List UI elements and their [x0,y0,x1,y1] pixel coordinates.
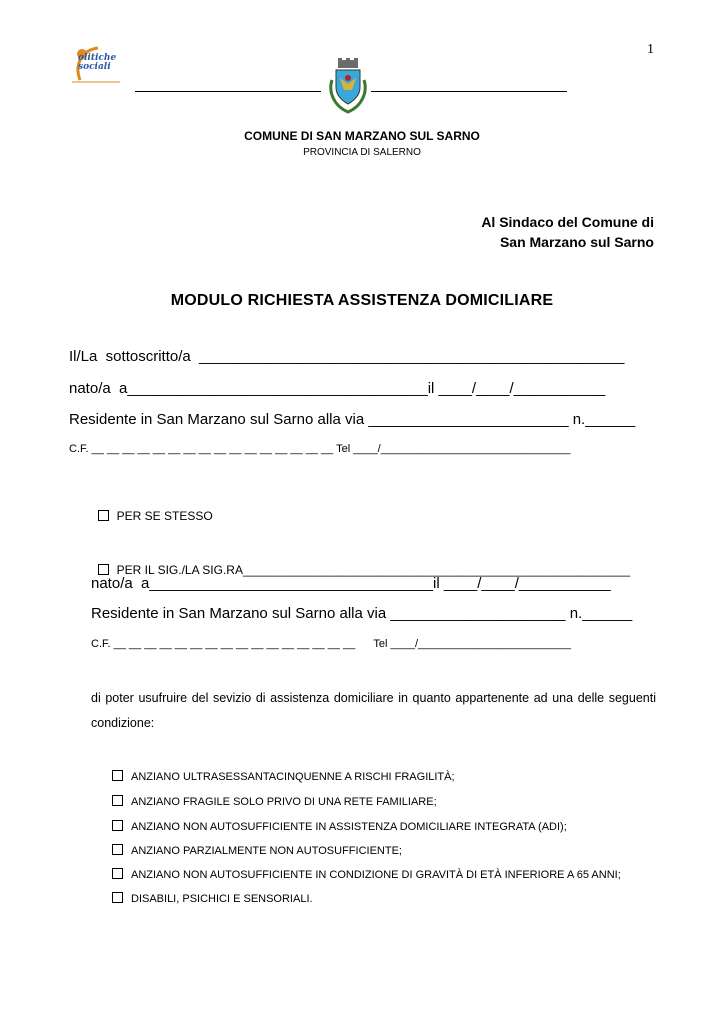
condition-item[interactable]: DISABILI, PSICHICI E SENSORIALI. [112,892,313,905]
provincia-name: PROVINCIA DI SALERNO [303,147,421,158]
checkbox-other[interactable] [98,564,109,575]
condition-item[interactable]: ANZIANO PARZIALMENTE NON AUTOSUFFICIENTE; [112,844,402,857]
beneficiary-address-field[interactable]: Residente in San Marzano sul Sarno alla via _____________________ n.______ [91,605,633,622]
checkbox-icon[interactable] [112,868,123,879]
beneficiary-cf-tel-field[interactable]: C.F. __ __ __ __ __ __ __ __ __ __ __ __ __ __ __ __ Tel ____/_________________________ [91,638,571,650]
applicant-name-field[interactable]: Il/La sottoscritto/a ___________________________________________________ [69,348,625,365]
municipal-crest-icon [326,56,370,116]
header-rule-left [135,91,321,92]
checkbox-icon[interactable] [112,892,123,903]
option-self-label: PER SE STESSO [116,509,213,523]
condition-item[interactable]: ANZIANO ULTRASESSANTACINQUENNE A RISCHI FRAGILITÀ; [112,770,455,783]
addressee-line-2: San Marzano sul Sarno [499,234,654,250]
checkbox-icon[interactable] [112,770,123,781]
applicant-birth-field[interactable]: nato/a a____________________________________il ____/____/___________ [69,380,606,397]
beneficiary-birth-field[interactable]: nato/a a__________________________________il ____/____/___________ [91,575,611,592]
condition-item[interactable]: ANZIANO NON AUTOSUFFICIENTE IN ASSISTENZA DOMICILIARE INTEGRATA (ADI); [112,820,567,833]
addressee [481,212,654,252]
option-self[interactable] [91,495,213,523]
request-paragraph: di poter usufruire del sevizio di assistenza domiciliare in quanto appartenente ad una delle seguenti condizione: [91,691,656,730]
page-number: 1 [647,42,654,57]
condition-item[interactable]: ANZIANO NON AUTOSUFFICIENTE IN CONDIZIONE DI GRAVITÀ DI ETÀ INFERIORE A 65 ANNI; [112,868,621,881]
option-other-label: PER IL SIG./LA SIG.RA__________________________________________________________ [116,563,631,577]
applicant-cf-tel-field[interactable]: C.F. __ __ __ __ __ __ __ __ __ __ __ __ __ __ __ __ Tel ____/_______________________________ [69,443,571,455]
option-other[interactable] [91,549,630,577]
checkbox-icon[interactable] [112,795,123,806]
applicant-address-field[interactable]: Residente in San Marzano sul Sarno alla via ________________________ n.______ [69,411,636,428]
checkbox-icon[interactable] [112,820,123,831]
comune-name: COMUNE DI SAN MARZANO SUL SARNO [244,129,480,143]
checkbox-icon[interactable] [112,844,123,855]
logo-text: olitiche sociali [78,53,117,72]
form-title: MODULO RICHIESTA ASSISTENZA DOMICILIARE [170,292,554,309]
checkbox-self[interactable] [98,510,109,521]
header-rule-right [371,91,567,92]
condition-item[interactable]: ANZIANO FRAGILE SOLO PRIVO DI UNA RETE FAMILIARE; [112,795,437,808]
addressee-line-1: Al Sindaco del Comune di [481,214,654,230]
